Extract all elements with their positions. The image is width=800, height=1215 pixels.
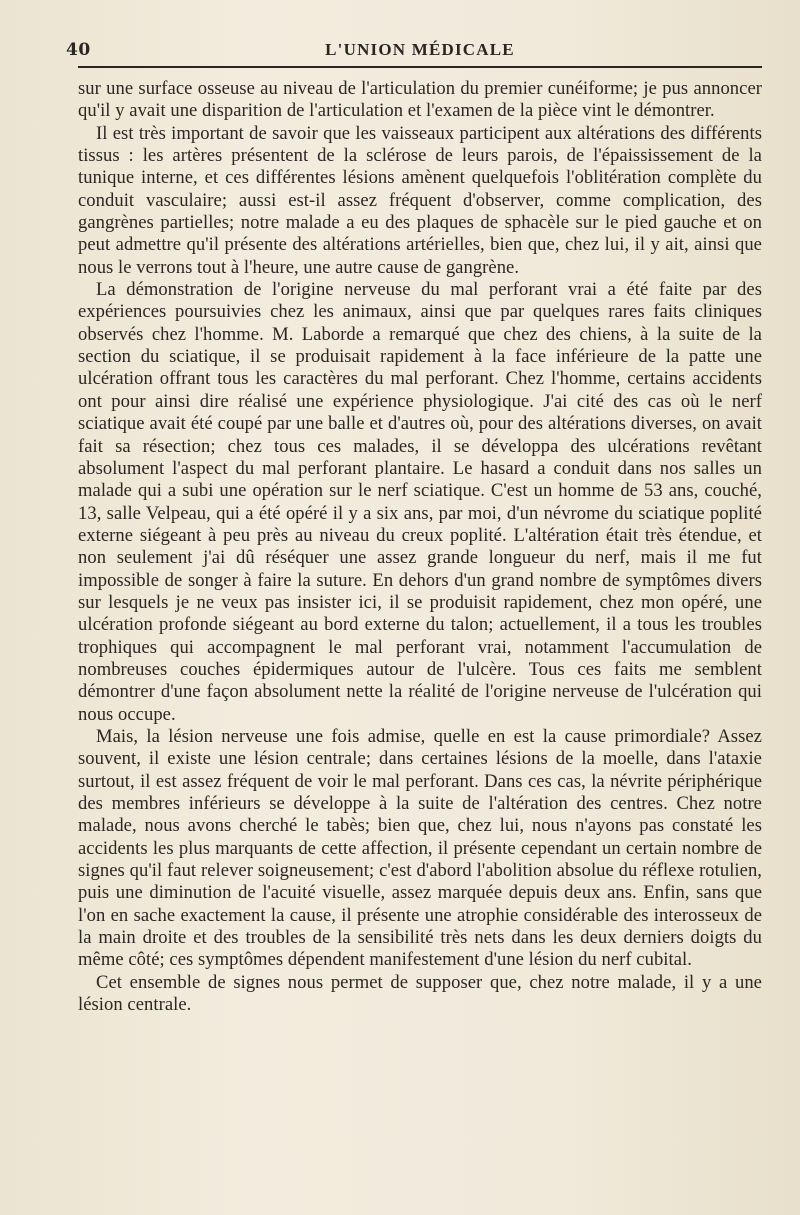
page-number: 40 <box>66 40 91 60</box>
paragraph-3: La démonstration de l'origine nerveuse du mal perforant vrai a été faite par des expériences poursuivies chez les animaux, ainsi que par quelques rares faits cliniques observés chez l'homme. M. Laborde a remarqué que chez des chiens, à la suite de la section du sciatique, il se produisait rapidement à la face inférieure de la patte une ulcération offrant tous les caractères du mal perforant. Chez l'homme, certains accidents ont pour ainsi dire réalisé une expérience physiologique. J'ai cité des cas où le nerf sciatique avait été coupé par une balle et d'autres où, pour des altérations diverses, on avait fait sa résection; chez tous ces malades, il se développa des ulcérations revêtant absolument l'aspect du mal perforant plantaire. Le hasard a conduit dans nos salles un malade qui a subi une opération sur le nerf sciatique. C'est un homme de 53 ans, couché, 13, salle Velpeau, qui a été opéré il y a six ans, par moi, d'un névrome du sciatique poplité externe siégeant à peu près au niveau du creux poplité. L'altération était très étendue, et non seulement j'ai dû réséquer une assez grande longueur du nerf, mais il me fut impossible de songer à faire la suture. En dehors d'un grand nombre de symptômes divers sur lesquels je ne veux pas insister ici, il se produisit rapidement, chez mon opéré, une ulcération profonde siégeant au bord externe du talon; actuellement, il a tous les troubles trophiques qui accompagnent le mal perforant vrai, notamment l'accumulation de nombreuses couches épidermiques autour de l'ulcère. Tous ces faits me semblent démontrer d'une façon absolument nette la réalité de l'origine nerveuse de l'ulcération qui nous occupe. <box>78 279 762 725</box>
paragraph-2: Il est très important de savoir que les vaisseaux participent aux altérations des différents tissus : les artères présentent de la sclérose de leurs parois, de l'épaississement de la tunique interne, et ces différentes lésions amènent quelquefois l'oblitération complète du conduit vasculaire; aussi est-il assez fréquent d'observer, comme complication, des gangrènes partielles; notre malade a eu des plaques de sphacèle sur le pied gauche et on peut admettre qu'il présente des altérations artérielles, bien que, chez lui, il y ait, ainsi que nous le verrons tout à l'heure, une autre cause de gangrène. <box>78 122 762 278</box>
page-header <box>66 30 762 66</box>
header-rule <box>78 66 762 68</box>
running-title: L'UNION MÉDICALE <box>325 40 515 59</box>
paragraph-1: sur une surface osseuse au niveau de l'articulation du premier cunéiforme; je pus annoncer qu'il y avait une disparition de l'articulation et l'examen de la pièce vint le démontrer. <box>78 78 762 122</box>
body-text <box>78 78 762 1016</box>
paragraph-4: Mais, la lésion nerveuse une fois admise, quelle en est la cause primordiale? Assez souvent, il existe une lésion centrale; dans certaines lésions de la moelle, dans l'ataxie surtout, il est assez fréquent de voir le mal perforant. Dans ces cas, la névrite périphérique des membres inférieurs se développe à la suite de l'altération des centres. Chez notre malade, nous avons cherché le tabès; bien que, chez lui, nous n'ayons pas constaté les accidents les plus marquants de cette affection, il présente cependant un certain nombre de signes qu'il faut relever soigneusement; c'est d'abord l'abolition absolue du réflexe rotulien, puis une diminution de l'acuité visuelle, assez marquée depuis deux ans. Enfin, sans que l'on en sache exactement la cause, il présente une atrophie considérable des interosseux de la main droite et des troubles de la sensibilité très nets dans les deux derniers doigts du même côté; ces symptômes dépendent manifestement d'une lésion du nerf cubital. <box>78 725 762 971</box>
paragraph-5: Cet ensemble de signes nous permet de supposer que, chez notre malade, il y a une lésion centrale. <box>78 971 762 1016</box>
